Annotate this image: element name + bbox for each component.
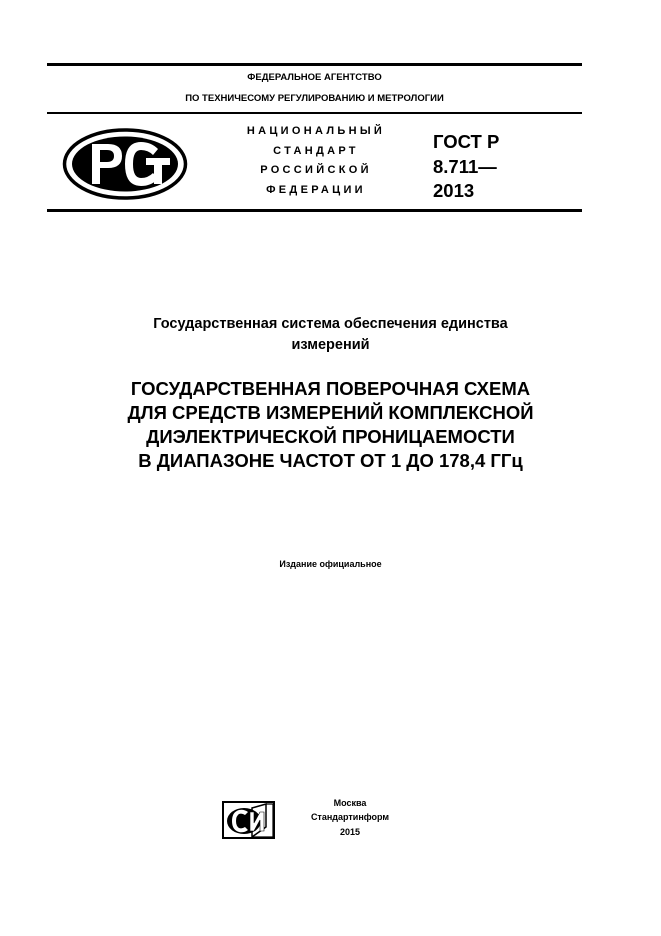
agency-line-2: ПО ТЕХНИЧЕСОМУ РЕГУЛИРОВАНИЮ И МЕТРОЛОГИИ [185,93,444,104]
standartinform-logo-icon [222,801,275,839]
rst-logo-icon [62,127,188,201]
publisher-name: Стандартинформ [310,812,390,822]
gost-line-2: 8.711— [433,156,497,177]
publisher-year: 2015 [339,827,361,837]
agency-line-1: ФЕДЕРАЛЬНОЕ АГЕНТСТВО [247,72,382,83]
top-rule [47,63,582,66]
national-line-1: НАЦИОНАЛЬНЫЙ [246,125,386,137]
title-line-4: В ДИАПАЗОНЕ ЧАСТОТ ОТ 1 ДО 178,4 ГГц [138,450,523,471]
title-line-1: ГОСУДАРСТВЕННАЯ ПОВЕРОЧНАЯ СХЕМА [130,378,531,399]
standard-block-rule [47,209,582,212]
gost-line-1: ГОСТ Р [433,131,500,152]
publisher-city: Москва [333,798,367,808]
subtitle-line-1: Государственная система обеспечения единства [153,316,508,332]
gost-line-3: 2013 [433,180,475,201]
national-line-3: РОССИЙСКОЙ [260,164,372,176]
header-rule [47,112,582,114]
national-line-2: СТАНДАРТ [273,145,359,157]
title-line-2: ДЛЯ СРЕДСТВ ИЗМЕРЕНИЙ КОМПЛЕКСНОЙ [127,402,534,423]
edition-label: Издание официальное [279,559,382,569]
subtitle-line-2: измерений [291,337,370,353]
national-line-4: ФЕДЕРАЦИИ [266,184,366,196]
title-line-3: ДИЭЛЕКТРИЧЕСКОЙ ПРОНИЦАЕМОСТИ [146,426,515,447]
